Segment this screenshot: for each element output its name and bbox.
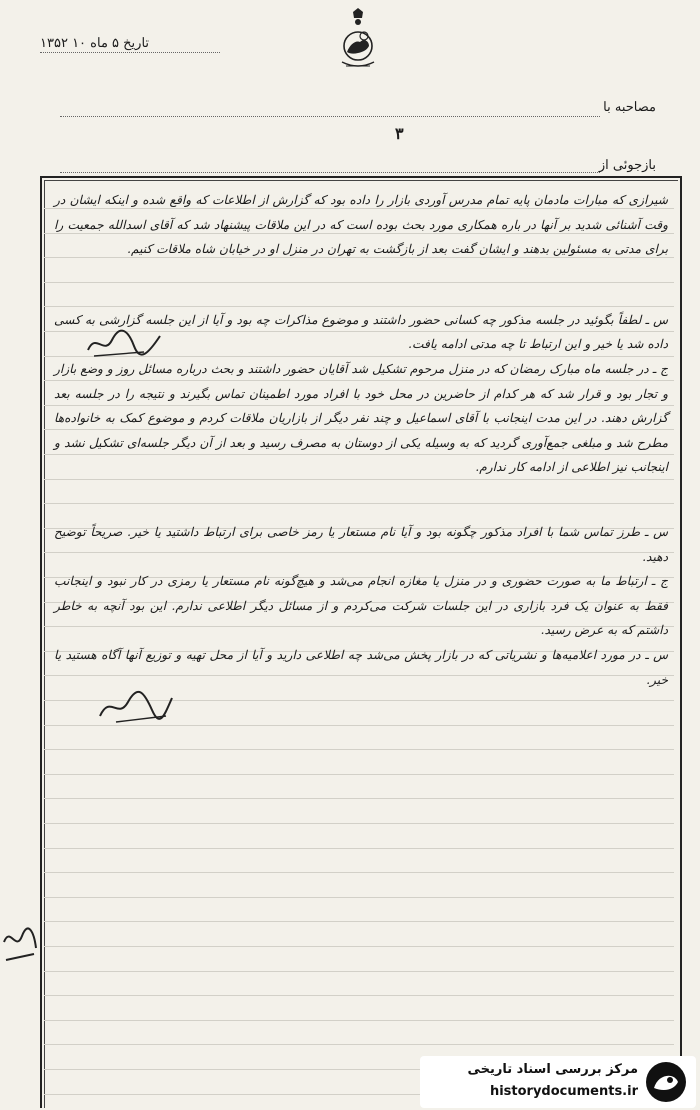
archive-name: مرکز بررسی اسناد تاریخی [467,1062,638,1077]
ruled-line [44,872,674,873]
body-paragraph-2: س ـ لطفاً بگوئید در جلسه مذکور چه کسانی حضور داشتند و موضوع مذاکرات چه بود و آیا از این جلسه گزارشی به کسی داده شد یا خیر و این ارتباط تا چه مدتی ادامه یافت. [54,312,668,352]
ruled-line [44,946,674,947]
ruled-line [44,774,674,775]
body-paragraph-4: س ـ طرز تماس شما با افراد مذکور چگونه بود و آیا نام مستعار یا رمز خاصی برای ارتباط داشتید یا خیر. صریحاً توضیح دهید. [54,524,668,564]
body-paragraph-6: س ـ در مورد اعلامیه‌ها و نشریاتی که در بازار پخش می‌شد چه اطلاعی دارید و آیا از محل تهیه و توزیع آنها آگاه هستید یا خیر. [54,647,668,687]
ruled-line [44,798,674,799]
lion-and-sun-emblem-icon [336,8,380,74]
ruled-line [44,921,674,922]
date-line: تاریخ ۵ ماه ۱۰ ۱۳۵۲ [40,36,150,51]
body-paragraph-3: ج ـ در جلسه ماه مبارک رمضان که در منزل مرحوم تشکیل شد آقایان حضور داشتند و بحث درباره مسائل روز و وضع بازار و تجار بود و قرار شد که هر کدام از حاضرین در محل خود با افراد مورد اطمینان تماس بگیرند و نتیجه را در جلسه بعد گزارش دهند. در این مدت اینجانب با آقای اسماعیل و چند نفر دیگر از بازاریان ملاقات کردم و موضوع کمک به خانواده‌ها مطرح شد و مبلغی جمع‌آوری گردید که به وسیله یکی از دوستان به مصرف رسید و بعد از آن دیگر جلسه‌ای تشکیل نشد و اینجانب نیز اطلاعی از ادامه کار ندارم. [54,361,668,475]
ruled-line [44,1044,674,1045]
body-paragraph-1: شیرازی که مبارات مادمان پایه تمام مدرس آوردی بازار را داده بود که گزارش از اطلاعات که واقع شده و اینکه ایشان در وقت آشنائی شدید بر آنها در باره همکاری مورد بحث بوده است که در این ملاقات پیشنهاد شد که آقای اسدالله جمعیت را برای مدتی به مسئولین بدهند و ایشان گفت بعد از بازگشت به تهران در منزل او در خیابان شاه ملاقات کنیم. [54,193,668,257]
archive-watermark [420,1056,696,1108]
interrogation-dots [60,172,600,173]
ruled-line [44,1020,674,1021]
interview-label: مصاحبه با [603,100,656,115]
date-dots [40,52,220,53]
body-paragraph-5: ج ـ ارتباط ما به صورت حضوری و در منزل یا مغازه انجام می‌شد و هیچ‌گونه نام مستعار یا رمزی در کار نبود و اینجانب فقط به عنوان یک فرد بازاری در این جلسات شرکت می‌کردم و از مسائل دیگر اطلاعی ندارم. این بود آنچه به خاطر داشتم که به عرض رسید. [54,574,668,638]
page-number: ۳ [395,124,404,143]
signature-2-icon [96,686,176,726]
ruled-line [44,749,674,750]
document-body [54,188,668,692]
ruled-line [44,848,674,849]
interview-dots [60,116,600,117]
ruled-line [44,995,674,996]
archive-logo-icon [644,1060,688,1104]
ruled-line [44,971,674,972]
ruled-line [44,823,674,824]
margin-signature-icon [0,922,40,970]
interrogation-label: بازجوئی از [598,158,656,173]
archive-url: historydocuments.ir [489,1084,638,1099]
signature-1-icon [84,326,164,360]
ruled-line [44,897,674,898]
